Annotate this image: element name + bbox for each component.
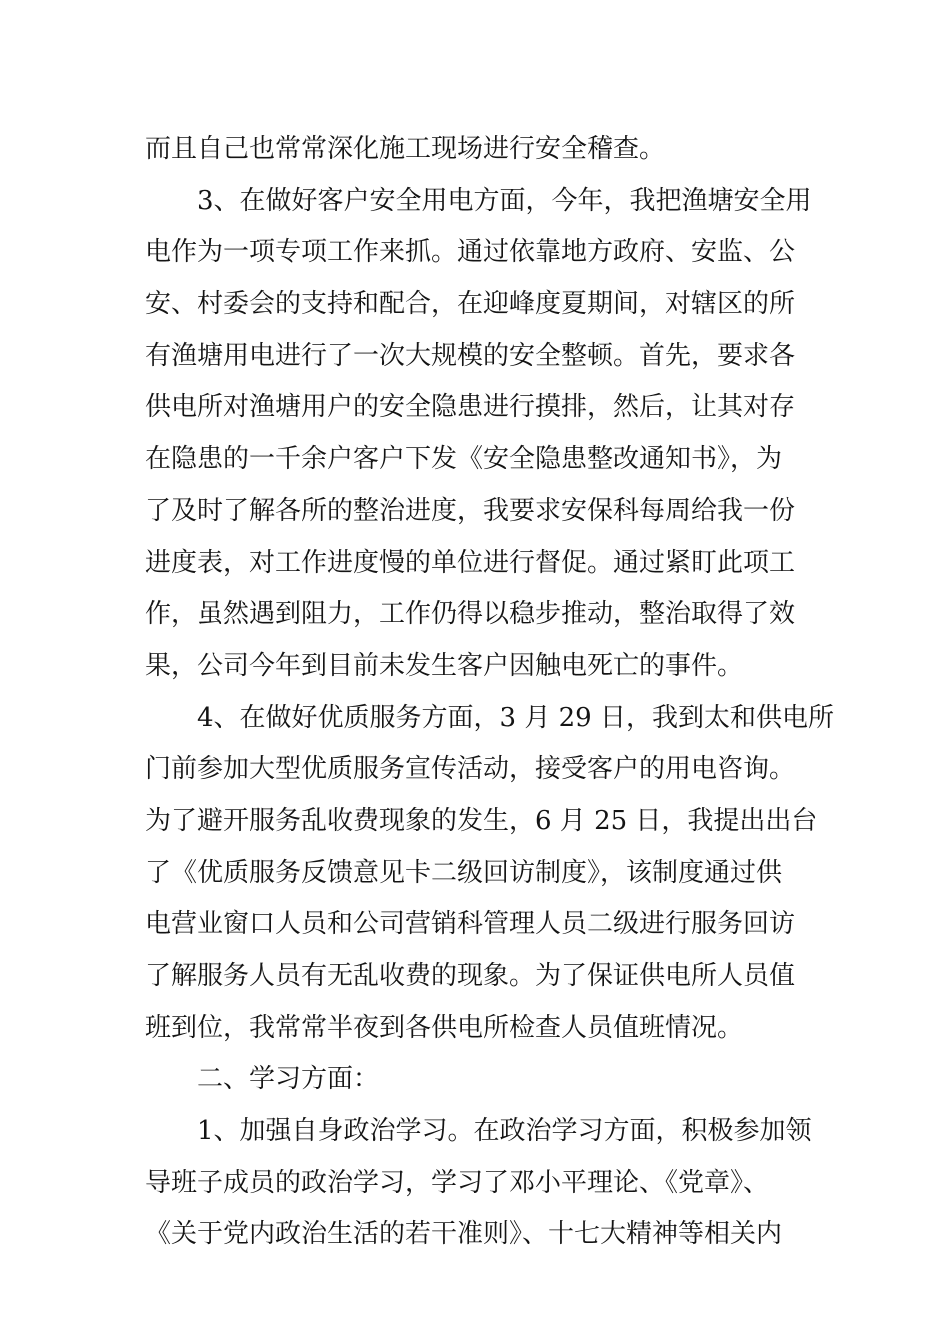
text-line: 为了避开服务乱收费现象的发生，6 月 25 日，我提出出台 [145,805,818,836]
text-line: 了解服务人员有无乱收费的现象。为了保证供电所人员值 [145,961,796,991]
text-line: 导班子成员的政治学习，学习了邓小平理论、《党章》、 [145,1167,770,1198]
text-line: 1、加强自身政治学习。在政治学习方面，积极参加领 [197,1116,812,1147]
body-text [145,124,834,1261]
text-line: 班到位，我常常半夜到各供电所检查人员值班情况。 [145,1012,744,1043]
text-line: 3、在做好客户安全用电方面，今年，我把渔塘安全用 [197,185,812,216]
text-line: 供电所对渔塘用户的安全隐患进行摸排，然后，让其对存 [145,392,796,423]
text-line: 而且自己也常常深化施工现场进行安全稽查。 [145,134,666,164]
text-line: 安、村委会的支持和配合，在迎峰度夏期间，对辖区的所 [145,289,796,320]
text-line: 《关于党内政治生活的若干准则》、十七大精神等相关内 [145,1219,783,1250]
text-line: 电作为一项专项工作来抓。通过依靠地方政府、安监、公 [145,237,796,268]
text-line: 了及时了解各所的整治进度，我要求安保科每周给我一份 [145,495,796,526]
text-line: 进度表，对工作进度慢的单位进行督促。通过紧盯此项工 [145,547,796,578]
text-line: 4、在做好优质服务方面，3 月 29 日，我到太和供电所 [197,702,834,733]
text-line: 电营业窗口人员和公司营销科管理人员二级进行服务回访 [145,909,796,940]
text-line: 门前参加大型优质服务宣传活动，接受客户的用电咨询。 [145,754,796,785]
text-line: 在隐患的一千余户客户下发《安全隐患整改通知书》，为 [145,444,783,475]
text-line: 有渔塘用电进行了一次大规模的安全整顿。首先，要求各 [145,340,796,371]
section-heading: 二、学习方面： [197,1064,380,1095]
text-line: 果，公司今年到目前未发生客户因触电死亡的事件。 [145,650,744,681]
text-line: 了《优质服务反馈意见卡二级回访制度》，该制度通过供 [145,857,783,888]
text-line: 作，虽然遇到阻力，工作仍得以稳步推动，整治取得了效 [145,599,796,630]
